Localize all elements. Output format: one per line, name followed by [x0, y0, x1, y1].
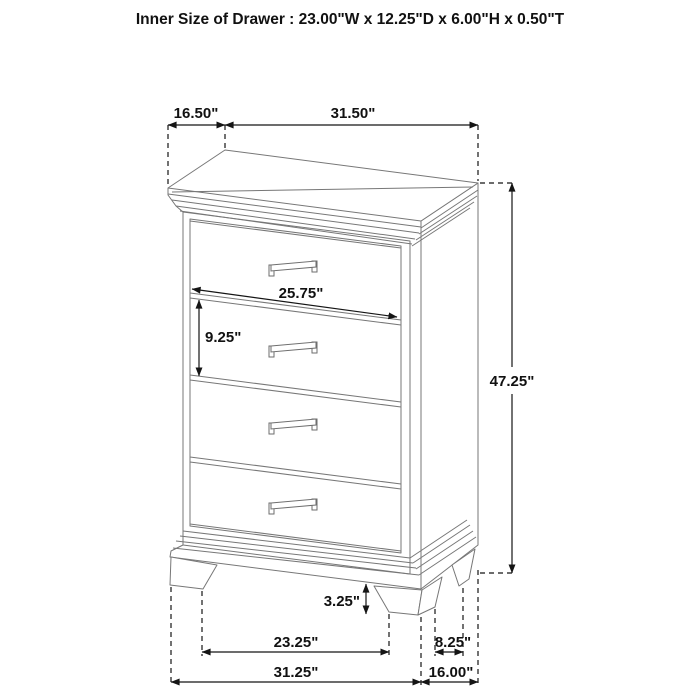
dim-drawer-width-label: 25.75": [278, 285, 324, 302]
dim-drawer-front-height-label: 9.25": [205, 329, 242, 346]
diagram-title: Inner Size of Drawer : 23.00"W x 12.25"D x 6.00"H x 0.50"T: [135, 11, 565, 28]
dim-top-width-label: 31.50": [330, 105, 376, 122]
side-panel: [421, 183, 478, 589]
chest-drawing: [168, 150, 478, 615]
top-surface: [168, 150, 478, 221]
dim-top-depth-label: 16.50": [173, 105, 219, 122]
dim-side-leg-span-label: 8.25": [434, 634, 472, 651]
dim-leg-height-label: 3.25": [323, 593, 360, 610]
dim-overall-height-label: 47.25": [489, 373, 535, 390]
dim-base-depth-label: 16.00": [428, 664, 474, 681]
dim-front-leg-span-label: 23.25": [273, 634, 319, 651]
dim-base-width-label: 31.25": [273, 664, 319, 681]
front-right-leg: [374, 586, 422, 615]
